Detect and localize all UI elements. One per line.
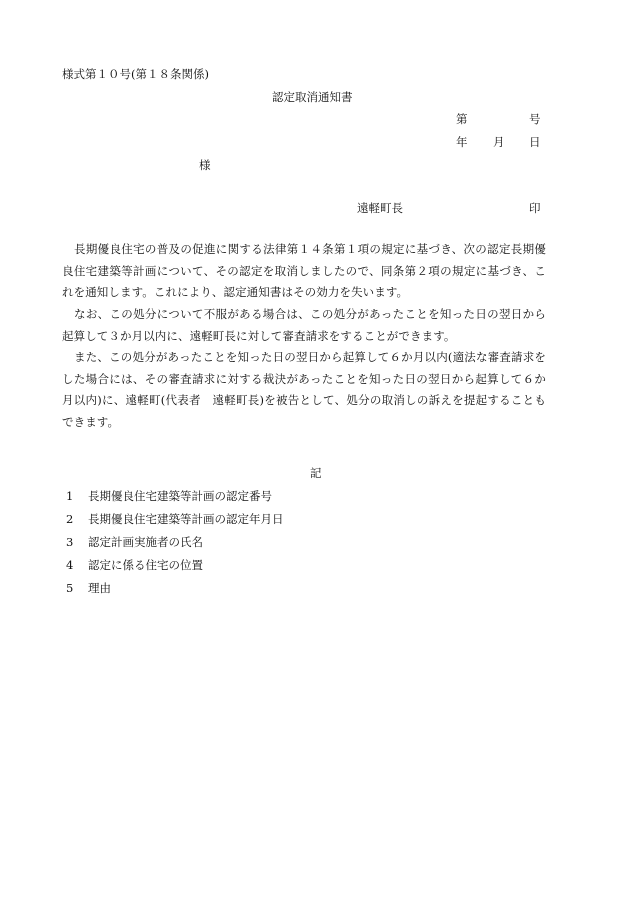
form-label: 様式第１０号(第１８条関係) — [62, 67, 209, 81]
ki-heading: 記 — [310, 466, 322, 480]
sender-title: 遠軽町長 — [357, 201, 403, 215]
date-month: 月 — [493, 135, 505, 149]
document-title: 認定取消通知書 — [272, 90, 353, 104]
date-year: 年 — [456, 135, 468, 149]
list-item — [62, 491, 284, 514]
item-number: 5 — [66, 581, 74, 595]
doc-number-suffix: 号 — [529, 112, 541, 126]
doc-number-prefix: 第 — [456, 112, 468, 126]
item-label: 認定計画実施者の氏名 — [88, 535, 203, 549]
item-number: 3 — [66, 535, 74, 549]
item-list — [62, 491, 284, 606]
item-label: 理由 — [88, 581, 111, 595]
seal-mark: 印 — [529, 201, 541, 215]
item-number: 2 — [66, 512, 74, 526]
list-item — [62, 583, 284, 606]
item-label: 長期優良住宅建築等計画の認定番号 — [88, 489, 272, 503]
body-paragraph-3: また、この処分があったことを知った日の翌日から起算して６か月以内(適法な審査請求をした場合には、その審査請求に対する裁決があったことを知った日の翌日から起算して６か月以内)に、遠軽町(代表者 遠軽町長)を被告として、処分の取消しの訴えを提起することもできます。 — [62, 350, 546, 429]
date-day: 日 — [529, 135, 541, 149]
item-label: 長期優良住宅建築等計画の認定年月日 — [88, 512, 284, 526]
list-item — [62, 514, 284, 537]
item-number: 1 — [66, 489, 74, 503]
item-number: 4 — [66, 558, 74, 572]
addressee-suffix: 様 — [199, 158, 211, 172]
list-item — [62, 537, 284, 560]
item-label: 認定に係る住宅の位置 — [88, 558, 203, 572]
list-item — [62, 560, 284, 583]
body-paragraph-2: なお、この処分について不服がある場合は、この処分があったことを知った日の翌日から起算して３か月以内に、遠軽町長に対して審査請求をすることができます。 — [62, 307, 546, 343]
body-paragraph-1: 長期優良住宅の普及の促進に関する法律第１４条第１項の規定に基づき、次の認定長期優良住宅建築等計画について、その認定を取消しましたので、同条第２項の規定に基づき、これを通知します。これにより、認定通知書はその効力を失います。 — [62, 242, 546, 299]
